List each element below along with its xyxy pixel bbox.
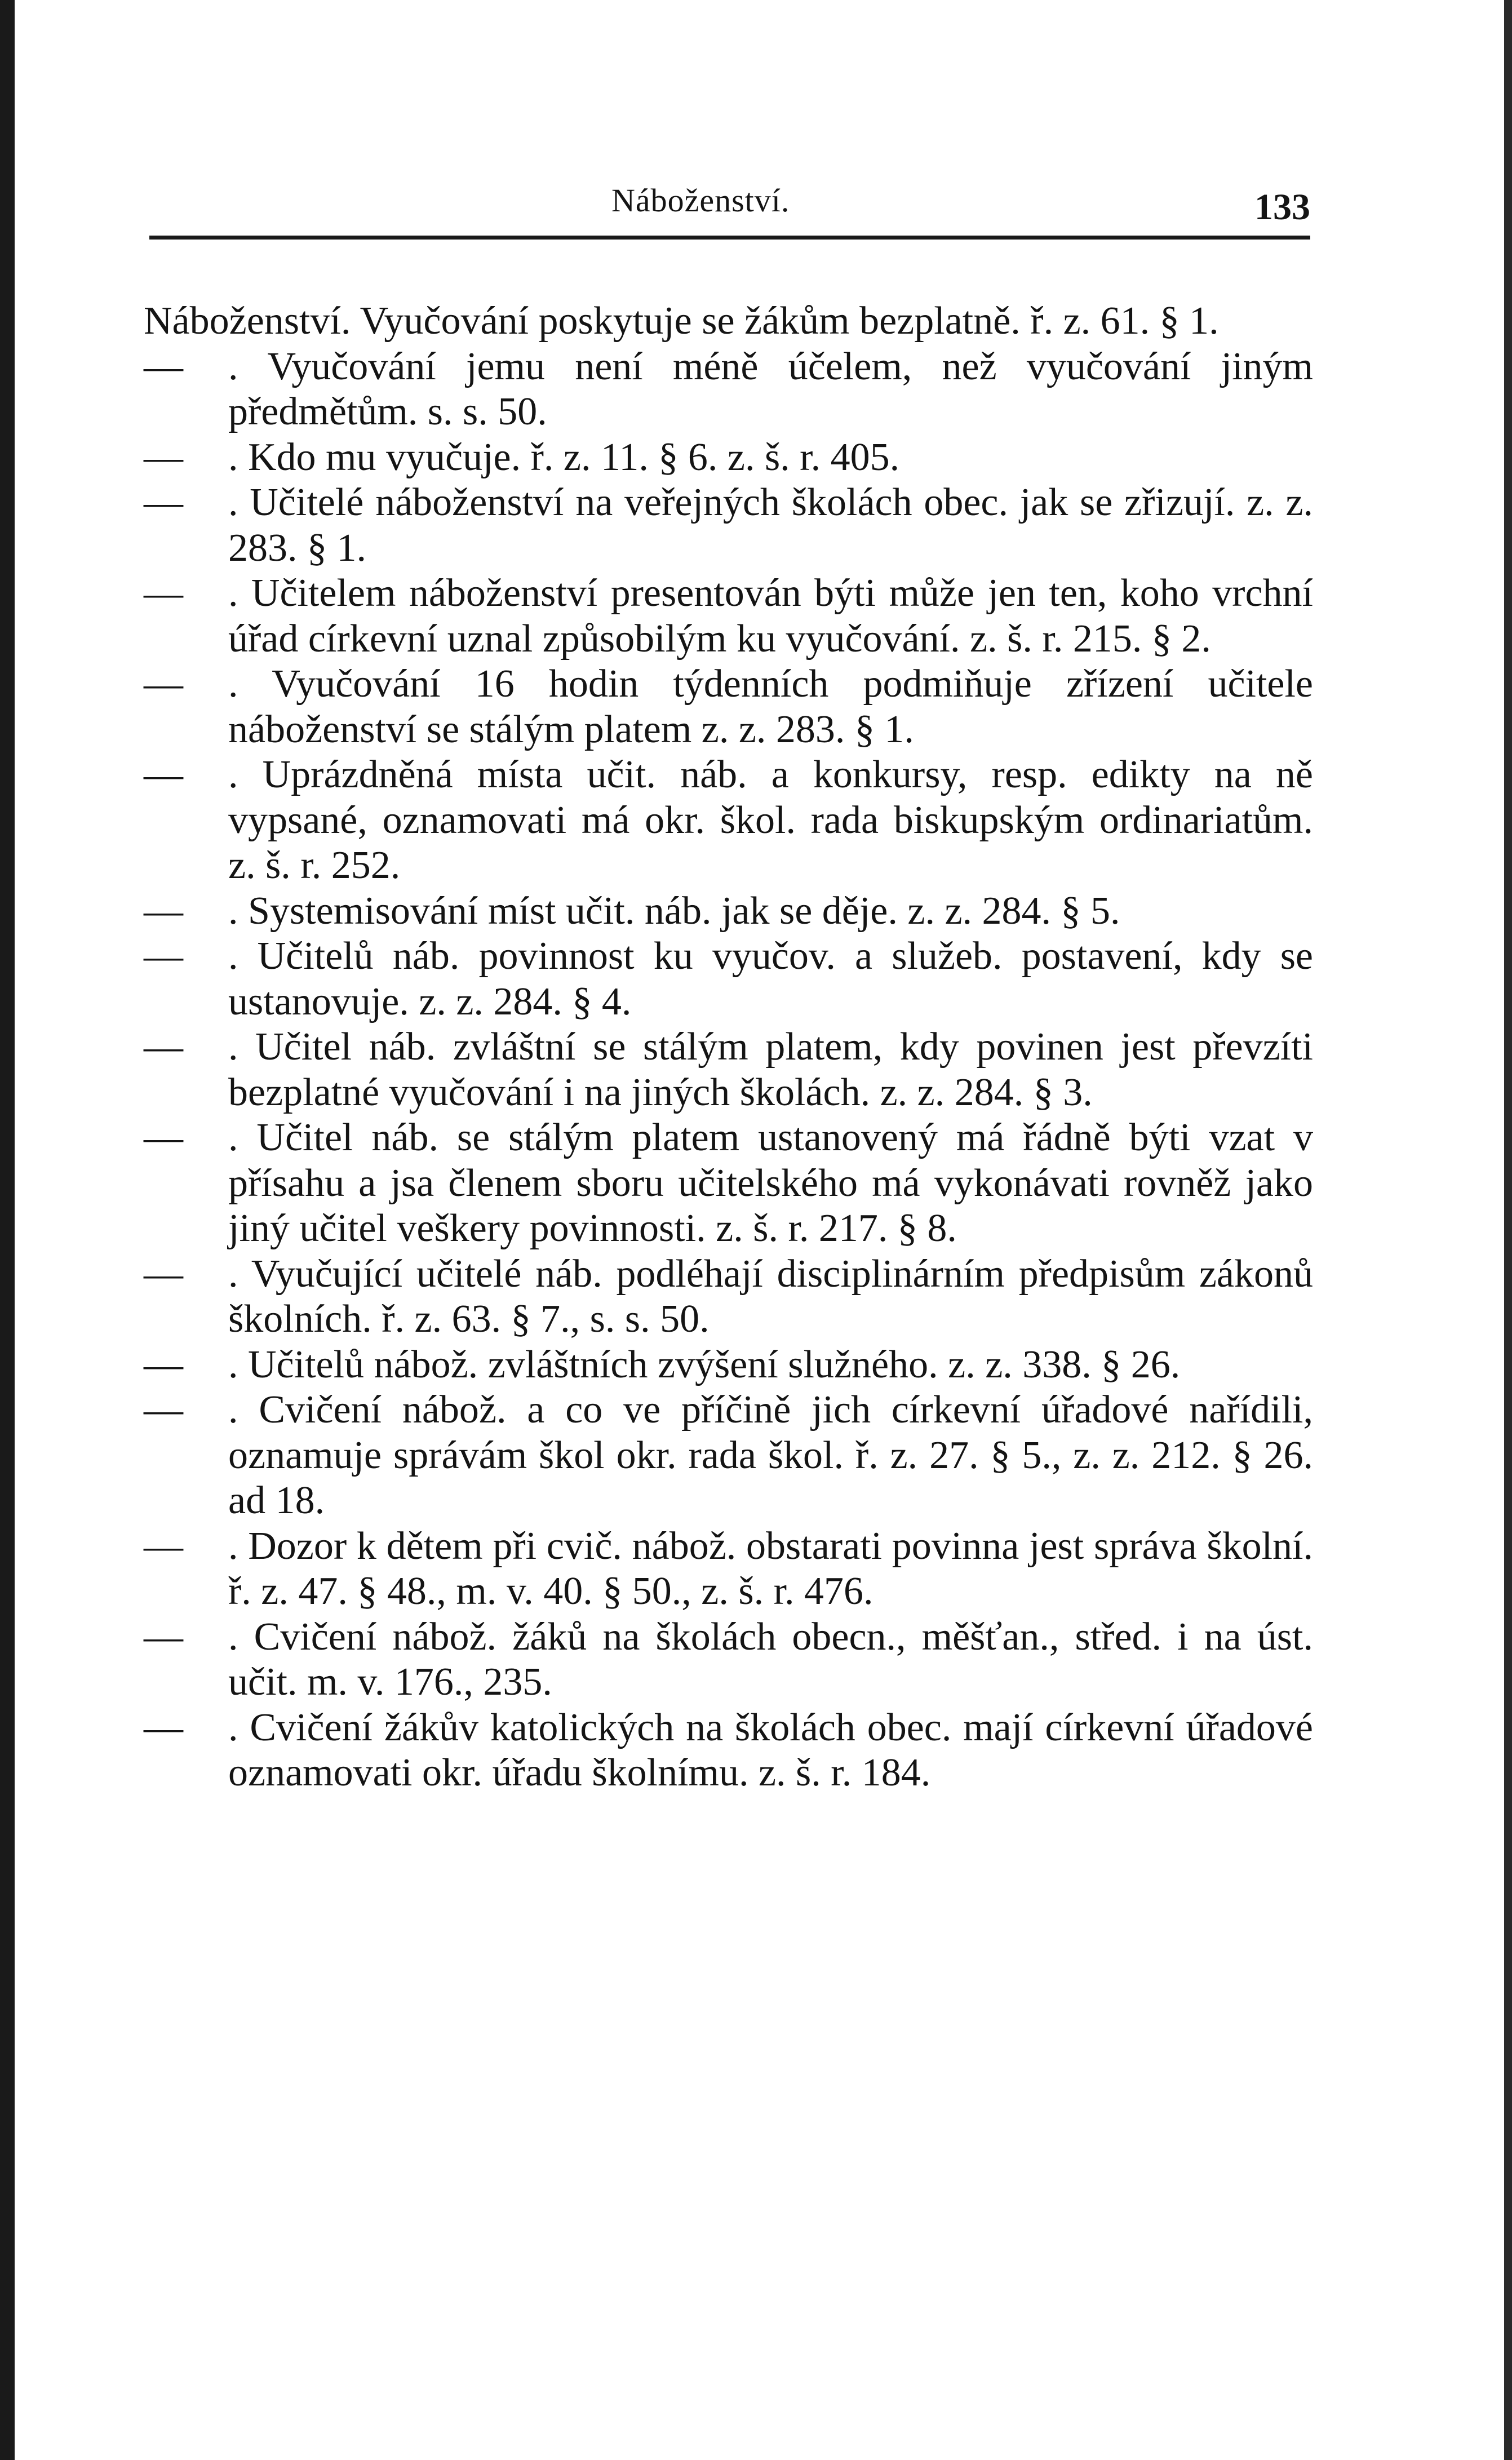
- index-entry: [144, 1252, 1313, 1342]
- entry-text: . Učitelů náb. povinnost ku vyučov. a služeb. postavení, kdy se ustanovuje. z. z. 284. § 4.: [228, 934, 1313, 1023]
- page-header: [149, 169, 1310, 237]
- page-number: 133: [1254, 187, 1310, 228]
- index-entry: [144, 752, 1313, 889]
- entry-text: . Dozor k dětem při cvič. nábož. obstarati povinna jest správa školní. ř. z. 47. § 48., m. v. 40. § 50., z. š. r. 476.: [228, 1524, 1313, 1613]
- index-entry: [144, 1615, 1313, 1705]
- index-entry: [144, 889, 1313, 934]
- index-entry: [144, 662, 1313, 752]
- entry-dash: —: [144, 571, 183, 615]
- entry-text: Náboženství. Vyučování poskytuje se žákům bezplatně. ř. z. 61. § 1.: [144, 299, 1219, 343]
- entry-dash: —: [144, 435, 183, 479]
- entry-text: . Učitel náb. zvláštní se stálým platem, kdy povinen jest převzíti bezplatné vyučování i na jiných školách. z. z. 284. § 3.: [228, 1025, 1313, 1114]
- index-entry: [144, 1388, 1313, 1524]
- entry-dash: —: [144, 1342, 183, 1386]
- entry-dash: —: [144, 1615, 183, 1659]
- index-entry: [144, 1025, 1313, 1115]
- index-entry: [144, 299, 1313, 344]
- entry-text: . Učitelem náboženství presentován býti může jen ten, koho vrchní úřad církevní uznal způsobilým ku vyučování. z. š. r. 215. § 2.: [228, 571, 1313, 661]
- entry-dash: —: [144, 1025, 183, 1069]
- entry-text: . Uprázdněná místa učit. náb. a konkursy, resp. edikty na ně vypsané, oznamovati má okr. škol. rada biskupským ordinariatům. z. š. r. 252.: [228, 753, 1313, 887]
- index-entry: [144, 1524, 1313, 1615]
- entry-text: . Cvičení nábož. žáků na školách obecn., měšťan., střed. i na úst. učit. m. v. 176., 235.: [228, 1615, 1313, 1704]
- entry-text: . Učitelé náboženství na veřejných školách obec. jak se zřizují. z. z. 283. § 1.: [228, 481, 1313, 570]
- running-title: Náboženství.: [611, 182, 790, 219]
- index-entry: [144, 1342, 1313, 1388]
- entry-text: . Vyučující učitelé náb. podléhají disciplinárním předpisům zákonů školních. ř. z. 63. § 7., s. s. 50.: [228, 1252, 1313, 1341]
- entry-text: . Systemisování míst učit. náb. jak se děje. z. z. 284. § 5.: [228, 889, 1120, 933]
- entry-dash: —: [144, 1388, 183, 1431]
- entry-text: . Učitel náb. se stálým platem ustanovený má řádně býti vzat v přísahu a jsa členem sboru učitelského má vykonávati rovněž jako jiný učitel veškery povinnosti. z. š. r. 217. § 8.: [228, 1116, 1313, 1250]
- index-entry: [144, 344, 1313, 435]
- entry-dash: —: [144, 1252, 183, 1296]
- entry-dash: —: [144, 1524, 183, 1568]
- entry-dash: —: [144, 889, 183, 933]
- entry-dash: —: [144, 1705, 183, 1749]
- entry-text: . Učitelů nábož. zvláštních zvýšení služného. z. z. 338. § 26.: [228, 1342, 1181, 1386]
- entry-text: . Vyučování 16 hodin týdenních podmiňuje zřízení učitele náboženství se stálým platem z. z. 283. § 1.: [228, 662, 1313, 751]
- index-entry: [144, 480, 1313, 571]
- entry-dash: —: [144, 753, 183, 796]
- entry-dash: —: [144, 344, 183, 388]
- entry-dash: —: [144, 662, 183, 706]
- entry-dash: —: [144, 1116, 183, 1159]
- index-entries: [144, 299, 1313, 1796]
- entry-dash: —: [144, 481, 183, 524]
- entry-text: . Cvičení nábož. a co ve příčině jich církevní úřadové nařídili, oznamuje správám škol okr. rada škol. ř. z. 27. § 5., z. z. 212. § 26. ad 18.: [228, 1388, 1313, 1522]
- entry-dash: —: [144, 934, 183, 978]
- index-entry: [144, 1115, 1313, 1252]
- header-rule: [149, 236, 1310, 240]
- index-entry: [144, 1705, 1313, 1796]
- index-entry: [144, 435, 1313, 481]
- index-entry: [144, 571, 1313, 662]
- entry-text: . Cvičení žákův katolických na školách obec. mají církevní úřadové oznamovati okr. úřadu školnímu. z. š. r. 184.: [228, 1705, 1313, 1794]
- index-entry: [144, 934, 1313, 1025]
- entry-text: . Kdo mu vyučuje. ř. z. 11. § 6. z. š. r. 405.: [228, 435, 900, 479]
- entry-text: . Vyučování jemu není méně účelem, než vyučování jiným předmětům. s. s. 50.: [228, 344, 1313, 433]
